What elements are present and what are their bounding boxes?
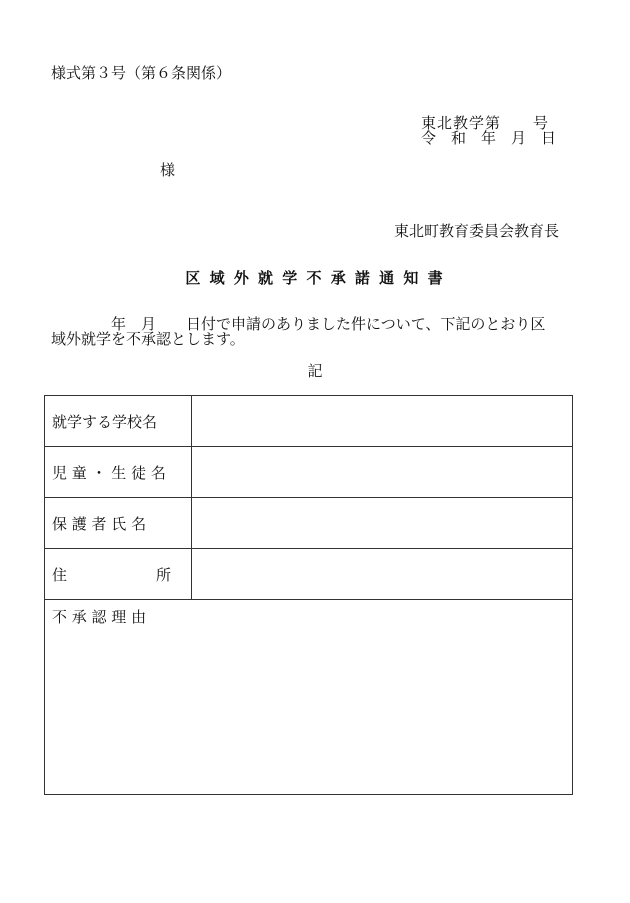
address-label-part-1: 住: [52, 565, 68, 584]
address-value[interactable]: [192, 549, 572, 599]
recipient-honorific: 様: [160, 161, 176, 179]
body-line-1: 年 月 日付で申請のありました件について、下記のとおり区: [51, 315, 546, 333]
child-value[interactable]: [192, 447, 572, 497]
school-label: 就学する学校名: [45, 396, 192, 446]
document-title: 区 域 外 就 学 不 承 諾 通 知 書: [185, 269, 445, 287]
guardian-value[interactable]: [192, 498, 572, 548]
guardian-label: 保 護 者 氏 名: [45, 498, 192, 548]
address-label-text: [52, 564, 171, 585]
child-label: 児 童 ・ 生 徒 名: [45, 447, 192, 497]
body-text: [51, 317, 581, 347]
table-row-child: [45, 447, 572, 498]
table-row-address: [45, 549, 572, 600]
table-row-guardian: [45, 498, 572, 549]
address-label: [45, 549, 192, 599]
form-number: 様式第３号（第６条関係）: [51, 64, 232, 82]
table-row-school: [45, 396, 572, 447]
school-value[interactable]: [192, 396, 572, 446]
reason-label: 不 承 認 理 由: [52, 608, 147, 626]
record-table: [44, 395, 573, 795]
ki-heading: 記: [307, 362, 323, 380]
document-number: 東北教学第 号: [421, 114, 550, 132]
document-date: 令 和 年 月 日: [421, 129, 557, 147]
body-line-2: 域外就学を不承認とします。: [51, 330, 245, 348]
issuer-name: 東北町教育委員会教育長: [394, 222, 560, 240]
reason-cell[interactable]: [45, 600, 572, 794]
address-label-part-2: 所: [155, 565, 171, 584]
